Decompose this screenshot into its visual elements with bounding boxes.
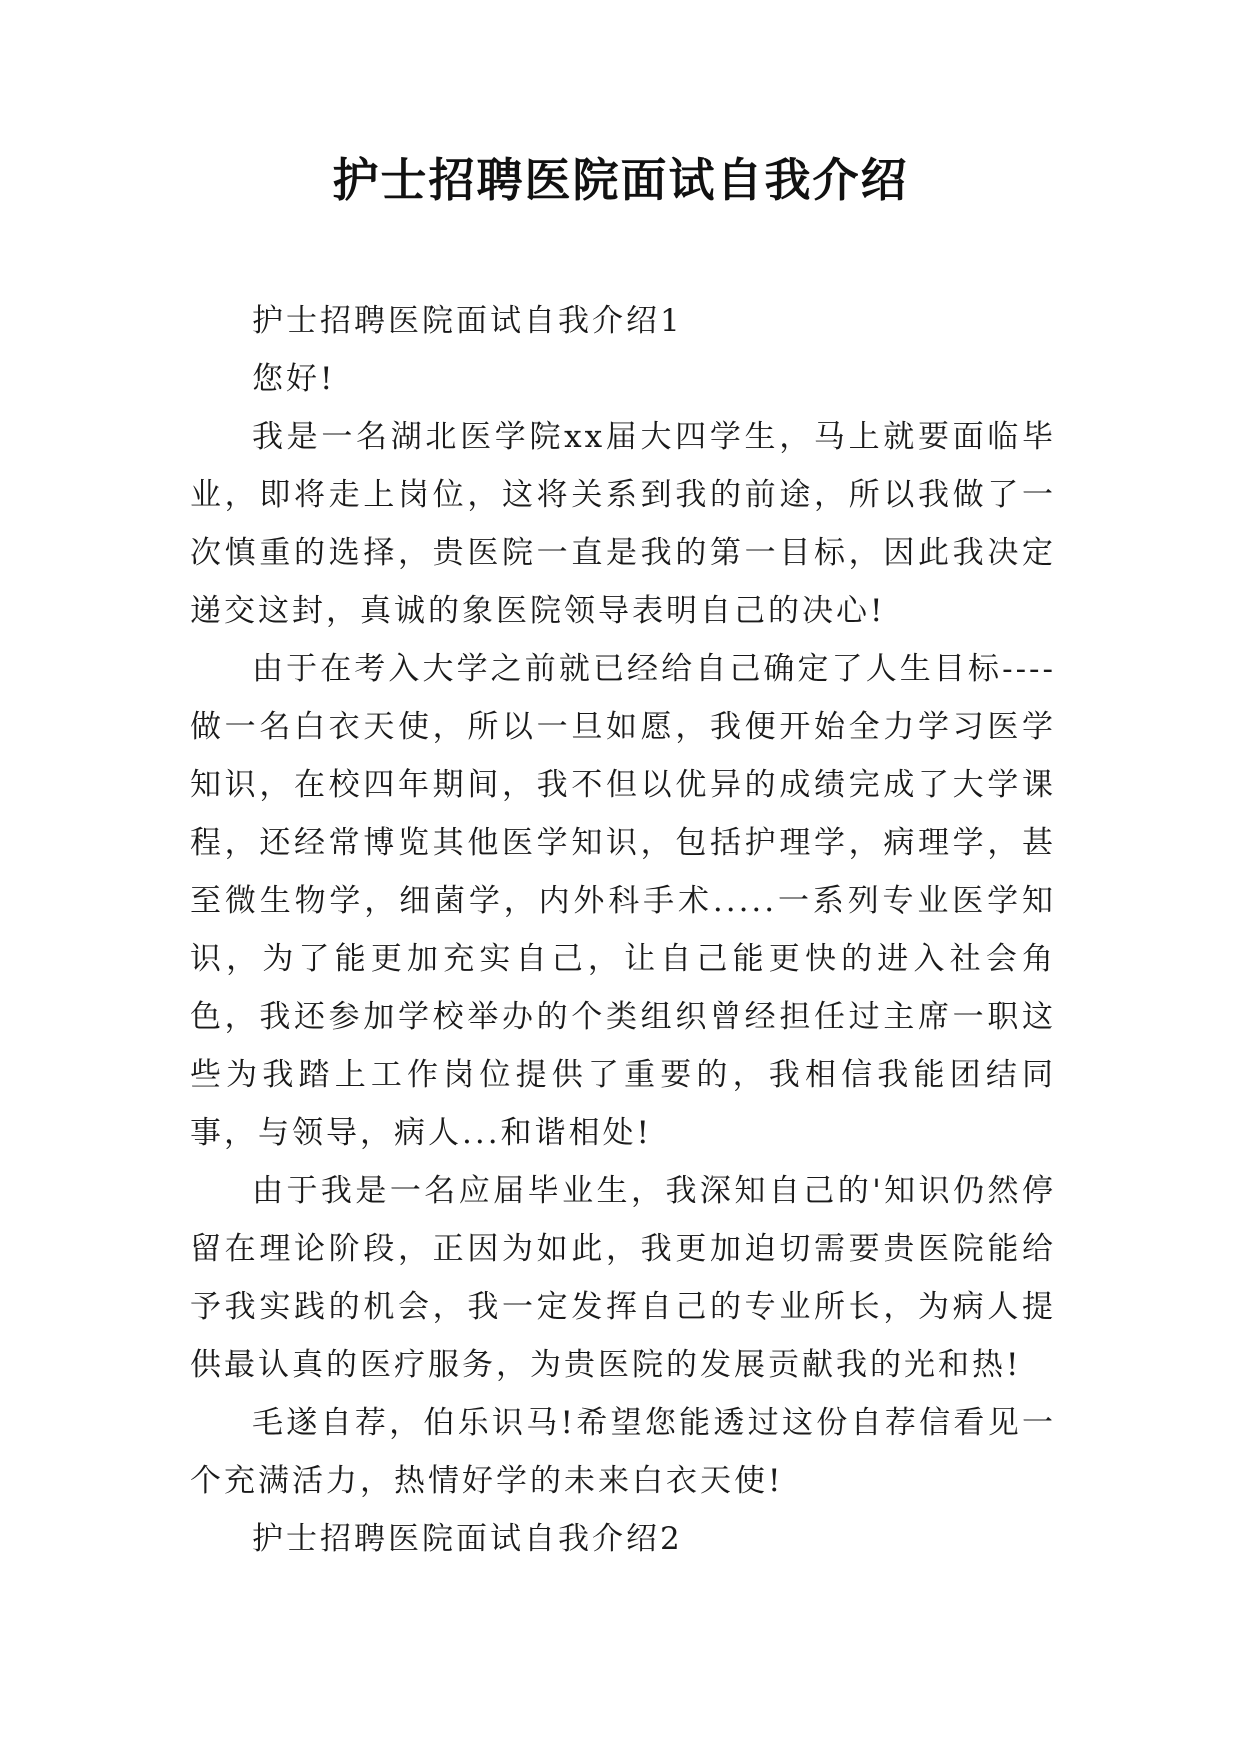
paragraph-graduate: 由于我是一名应届毕业生，我深知自己的'知识仍然停留在理论阶段，正因为如此，我更加迫切需要贵医院能给予我实践的机会，我一定发挥自己的专业所长，为病人提供最认真的医疗服务，为贵医院的发展贡献我的光和热!	[190, 1173, 1056, 1383]
document-title: 护士招聘医院面试自我介绍	[332, 153, 909, 207]
paragraph-closing: 毛遂自荐，伯乐识马!希望您能透过这份自荐信看见一个充满活力，热情好学的未来白衣天使!	[190, 1405, 1056, 1499]
section-heading-2: 护士招聘医院面试自我介绍2	[252, 1521, 683, 1557]
document-body	[190, 292, 1056, 1568]
section-heading-1: 护士招聘医院面试自我介绍1	[252, 303, 683, 339]
paragraph-study: 由于在考入大学之前就已经给自己确定了人生目标----做一名白衣天使，所以一旦如愿，我便开始全力学习医学知识，在校四年期间，我不但以优异的成绩完成了大学课程，还经常博览其他医学知识，包括护理学，病理学，甚至微生物学，细菌学，内外科手术.....一系列专业医学知识，为了能更加充实自己，让自己能更快的进入社会角色，我还参加学校举办的个类组织曾经担任过主席一职这些为我踏上工作岗位提供了重要的，我相信我能团结同事，与领导，病人...和谐相处!	[190, 651, 1056, 1151]
paragraph-intro: 我是一名湖北医学院xx届大四学生，马上就要面临毕业，即将走上岗位，这将关系到我的前途，所以我做了一次慎重的选择，贵医院一直是我的第一目标，因此我决定递交这封，真诚的象医院领导表明自己的决心!	[190, 419, 1056, 629]
greeting: 您好!	[252, 361, 336, 397]
